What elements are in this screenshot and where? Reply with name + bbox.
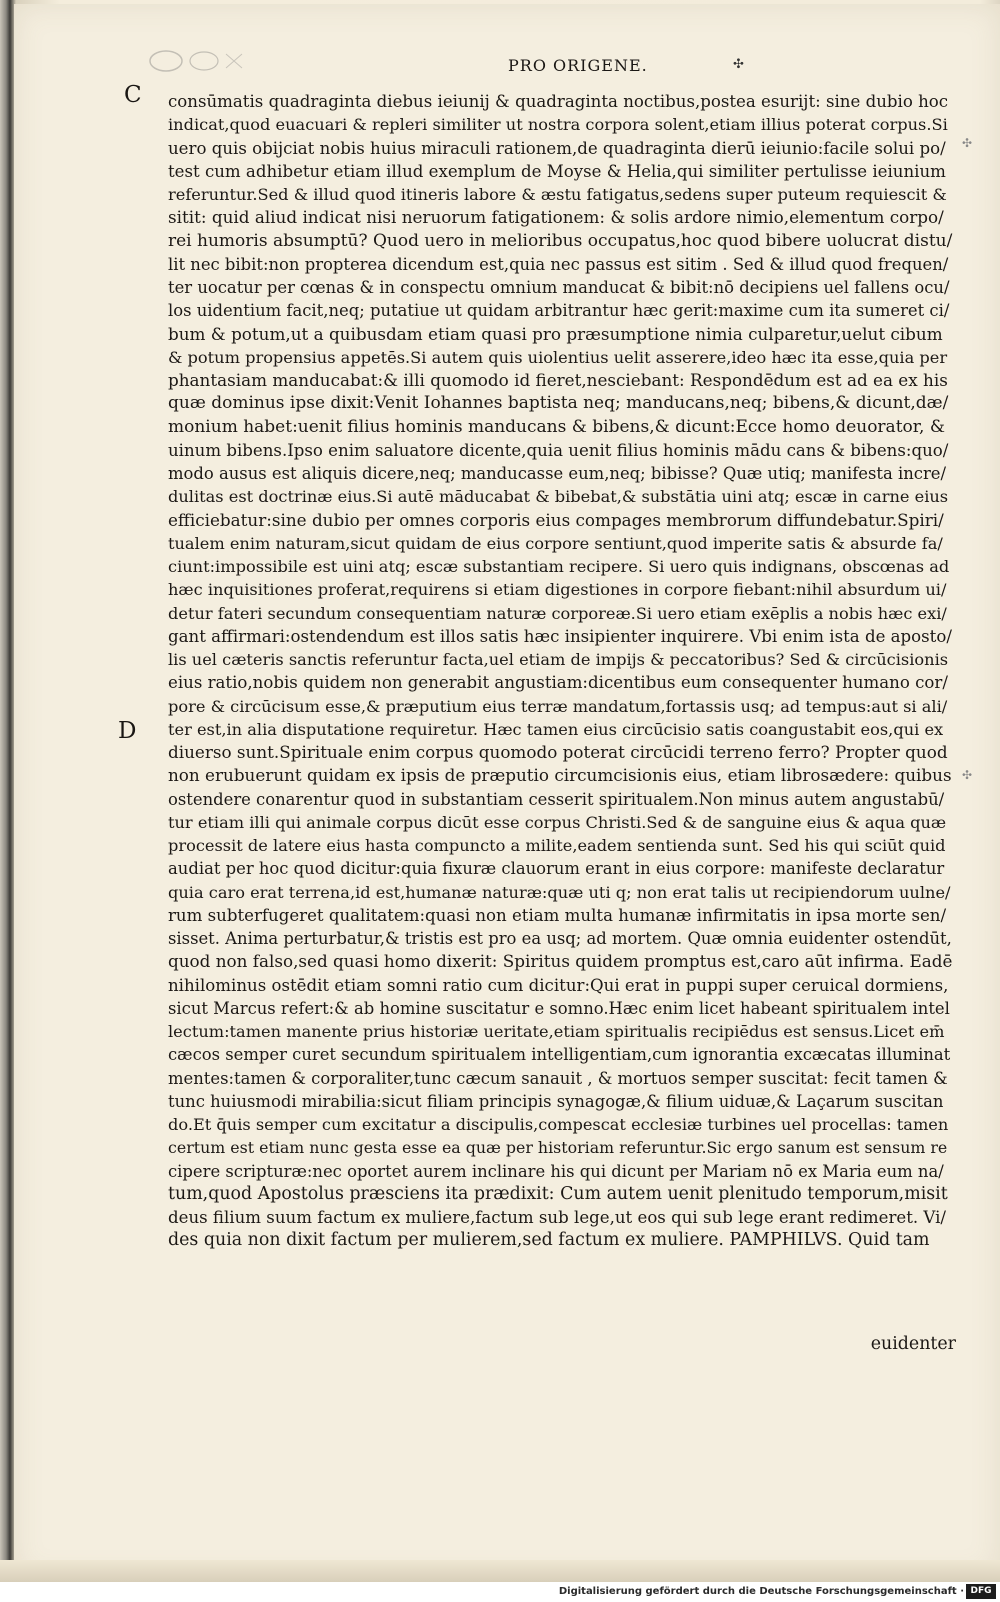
text-line: ciunt:impossibile est uini atq; escæ substantiam recipere. Si uero quis indignans, obscœnas ad xyxy=(168,557,950,576)
text-line: tualem enim naturam,sicut quidam de eius corpore sentiunt,quod imperite satis & absurde fa/ xyxy=(168,533,943,553)
text-line: efficiebatur:sine dubio per omnes corporis eius compages membrorum diffundebatur.Spiri/ xyxy=(168,509,944,530)
text-line: tur etiam illi qui animale corpus dicūt esse corpus Christi.Sed & de sanguine eius & aqua quæ xyxy=(168,812,947,832)
text-line: consūmatis quadraginta diebus ieiunij & quadraginta noctibus,postea esurijt: sine dubio hoc xyxy=(168,92,949,111)
text-line: audiat per hoc quod dicitur:quia fixuræ clauorum erant in eius corpore: manifeste declaratur xyxy=(168,859,945,879)
text-line: deus filium suum factum ex muliere,factum sub lege,ut eos qui sub lege erant redimeret. Vi/ xyxy=(168,1208,947,1227)
text-line: dulitas est doctrinæ eius.Si autē māducabat & bibebat,& substātia uini atq; escæ in carne eius xyxy=(168,487,949,507)
text-line: monium habet:uenit filius hominis manducans & bibens,& dicunt:Ecce homo deuorator, & xyxy=(168,416,945,437)
dfg-logo: DFG xyxy=(966,1584,996,1599)
text-line: lectum:tamen manente prius historiæ ueritate,etiam spiritualis recipiēdus est sensus.Licet em̄ xyxy=(168,1022,945,1041)
catchword: euidenter xyxy=(870,1334,956,1354)
text-line: nihilominus ostēdit etiam somni ratio cum dicitur:Qui erat in puppi super ceruical dormiens, xyxy=(168,975,949,995)
text-line: cæcos semper curet secundum spiritualem intelligentiam,cum ignorantia excæcatas illuminat xyxy=(168,1045,951,1065)
text-line: quæ dominus ipse dixit:Venit Iohannes baptista neq; manducans,neq; bibens,& dicunt,dæ/ xyxy=(168,393,949,414)
text-line: lis uel cæteris sanctis referuntur facta,uel etiam de impijs & peccatoribus? Sed & circūcisionis xyxy=(168,650,949,669)
text-line: uero quis obijciat nobis huius miraculi rationem,de quadraginta dierū ieiunio:facile solui po/ xyxy=(168,138,946,158)
text-line: & potum propensius appetēs.Si autem quis uiolentius uelit asserere,ideo hæc ita esse,quia per xyxy=(168,347,948,367)
text-line: certum est etiam nunc gesta esse ea quæ per historiam referuntur.Sic ergo sanum est sensum re xyxy=(168,1138,948,1158)
text-line: do.Et q̄uis semper cum excitatur a discipulis,compescat ecclesiæ turbines uel procellas: tamen xyxy=(168,1115,949,1134)
text-line: test cum adhibetur etiam illud exemplum de Moyse & Helia,qui similiter pertulisse ieiunium xyxy=(168,161,946,181)
text-line: des quia non dixit factum per mulierem,sed factum ex muliere. PAMPHILVS. Quid tam xyxy=(168,1230,930,1251)
library-stamp xyxy=(146,48,250,74)
text-line: phantasiam manducabat:& illi quomodo id fieret,nesciebant: Respondēdum est ad ea ex his xyxy=(168,370,948,390)
text-line: processit de latere eius hasta compuncto a milite,eadem sentienda sunt. Sed his qui sciūt quid xyxy=(168,836,946,855)
running-title: PRO ORIGENE. xyxy=(508,56,648,75)
text-line: referuntur.Sed & illud quod itineris labore & æstu fatigatus,sedens super puteum requiescit & xyxy=(168,185,947,204)
page-edge xyxy=(0,1560,1000,1582)
text-line: ter est,in alia disputatione requiretur. Hæc tamen eius circūcisio satis coangustabit eos,qui ex xyxy=(168,719,944,739)
margin-speck: ✣ xyxy=(962,136,973,150)
text-line: ostendere conarentur quod in substantiam cesserit spiritualem.Non minus autem angustabū/ xyxy=(168,789,945,809)
text-line: mentes:tamen & corporaliter,tunc cæcum sanauit , & mortuos semper suscitat: fecit tamen & xyxy=(168,1068,948,1088)
text-line: pore & circūcisum esse,& præputium eius terræ mandatum,fortassis usq; ad tempus:aut si ali/ xyxy=(168,696,948,716)
header-ornament: ✣ xyxy=(733,57,744,72)
text-line: quod non falso,sed quasi homo dixerit: Spiritus quidem promptus est,caro aūt infirma. Eadē xyxy=(168,951,953,972)
text-line: rei humoris absumptū? Quod uero in melioribus occupatus,hoc quod bibere uolucrat distu/ xyxy=(168,230,953,251)
text-line: tunc huiusmodi mirabilia:sicut filiam principis synagogæ,& filium uiduæ,& Laçarum suscitan xyxy=(168,1091,944,1111)
funding-credit: Digitalisierung gefördert durch die Deutsche Forschungsgemeinschaft · xyxy=(558,1586,964,1597)
margin-letter-c: C xyxy=(124,82,142,108)
text-line: sisset. Anima perturbatur,& tristis est pro ea usq; ad mortem. Quæ omnia euidenter ostendūt, xyxy=(168,929,952,948)
text-line: rum subterfugeret qualitatem:quasi non etiam multa humanæ infirmitatis in ipsa morte sen/ xyxy=(168,905,947,925)
text-line: sicut Marcus refert:& ab homine suscitatur e somno.Hæc enim licet habeant spiritualem intel xyxy=(168,998,950,1018)
text-line: diuerso sunt.Spirituale enim corpus quomodo poterat circūcidi terreno ferro? Propter quod xyxy=(168,742,948,762)
text-line: indicat,quod euacuari & repleri similiter ut nostra corpora solent,etiam illius poterat corpus.Si xyxy=(168,115,948,135)
text-line: gant affirmari:ostendendum est illos satis hæc insipienter inquirere. Vbi enim ista de aposto/ xyxy=(168,626,952,646)
text-line: modo ausus est aliquis dicere,neq; manducasse eum,neq; bibisse? Quæ utiq; manifesta incre/ xyxy=(168,464,947,483)
text-line: sitit: quid aliud indicat nisi neruorum fatigationem: & solis ardore nimio,elementum corpo/ xyxy=(168,207,944,228)
text-line: los uidentium facit,neq; putatiue ut quidam arbitrantur hæc gerit:maxime cum ita sumeret ci/ xyxy=(168,301,950,321)
text-line: non erubuerunt quidam ex ipsis de præputio circumcisionis eius, etiam librosædere: quibus xyxy=(168,765,952,786)
text-line: cipere scripturæ:nec oportet aurem inclinare his qui dicunt per Mariam nō ex Maria eum na/ xyxy=(168,1161,944,1181)
text-line: hæc inquisitiones proferat,requirens si etiam digestiones in corpore fiebant:nihil absurdum ui/ xyxy=(168,580,947,600)
text-line: eius ratio,nobis quidem non generabit angustiam:dicentibus eum consequenter humano cor/ xyxy=(168,673,948,693)
text-line: tum,quod Apostolus præsciens ita prædixit: Cum autem uenit plenitudo temporum,misit xyxy=(168,1183,948,1204)
text-line: detur fateri secundum consequentiam naturæ corporeæ.Si uero etiam exēplis a nobis hæc exi/ xyxy=(168,603,947,623)
margin-letter-d: D xyxy=(118,718,137,744)
text-line: lit nec bibit:non propterea dicendum est,quia nec passus est sitim . Sed & illud quod frequen/ xyxy=(168,254,949,274)
margin-speck: ✣ xyxy=(962,768,973,782)
text-line: ter uocatur per cœnas & in conspectu omnium manducat & bibit:nō decipiens uel fallens ocu/ xyxy=(168,278,950,297)
text-line: bum & potum,ut a quibusdam etiam quasi pro præsumptione nimia culparetur,uelut cibum xyxy=(168,323,943,344)
text-line: quia caro erat terrena,id est,humanæ naturæ:quæ uti q; non erat talis ut recipiendorum uulne/ xyxy=(168,882,951,902)
body-text xyxy=(168,90,952,1253)
text-line: uinum bibens.Ipso enim saluatore dicente,quia uenit filius hominis mādu cans & bibens:quo/ xyxy=(168,440,949,460)
